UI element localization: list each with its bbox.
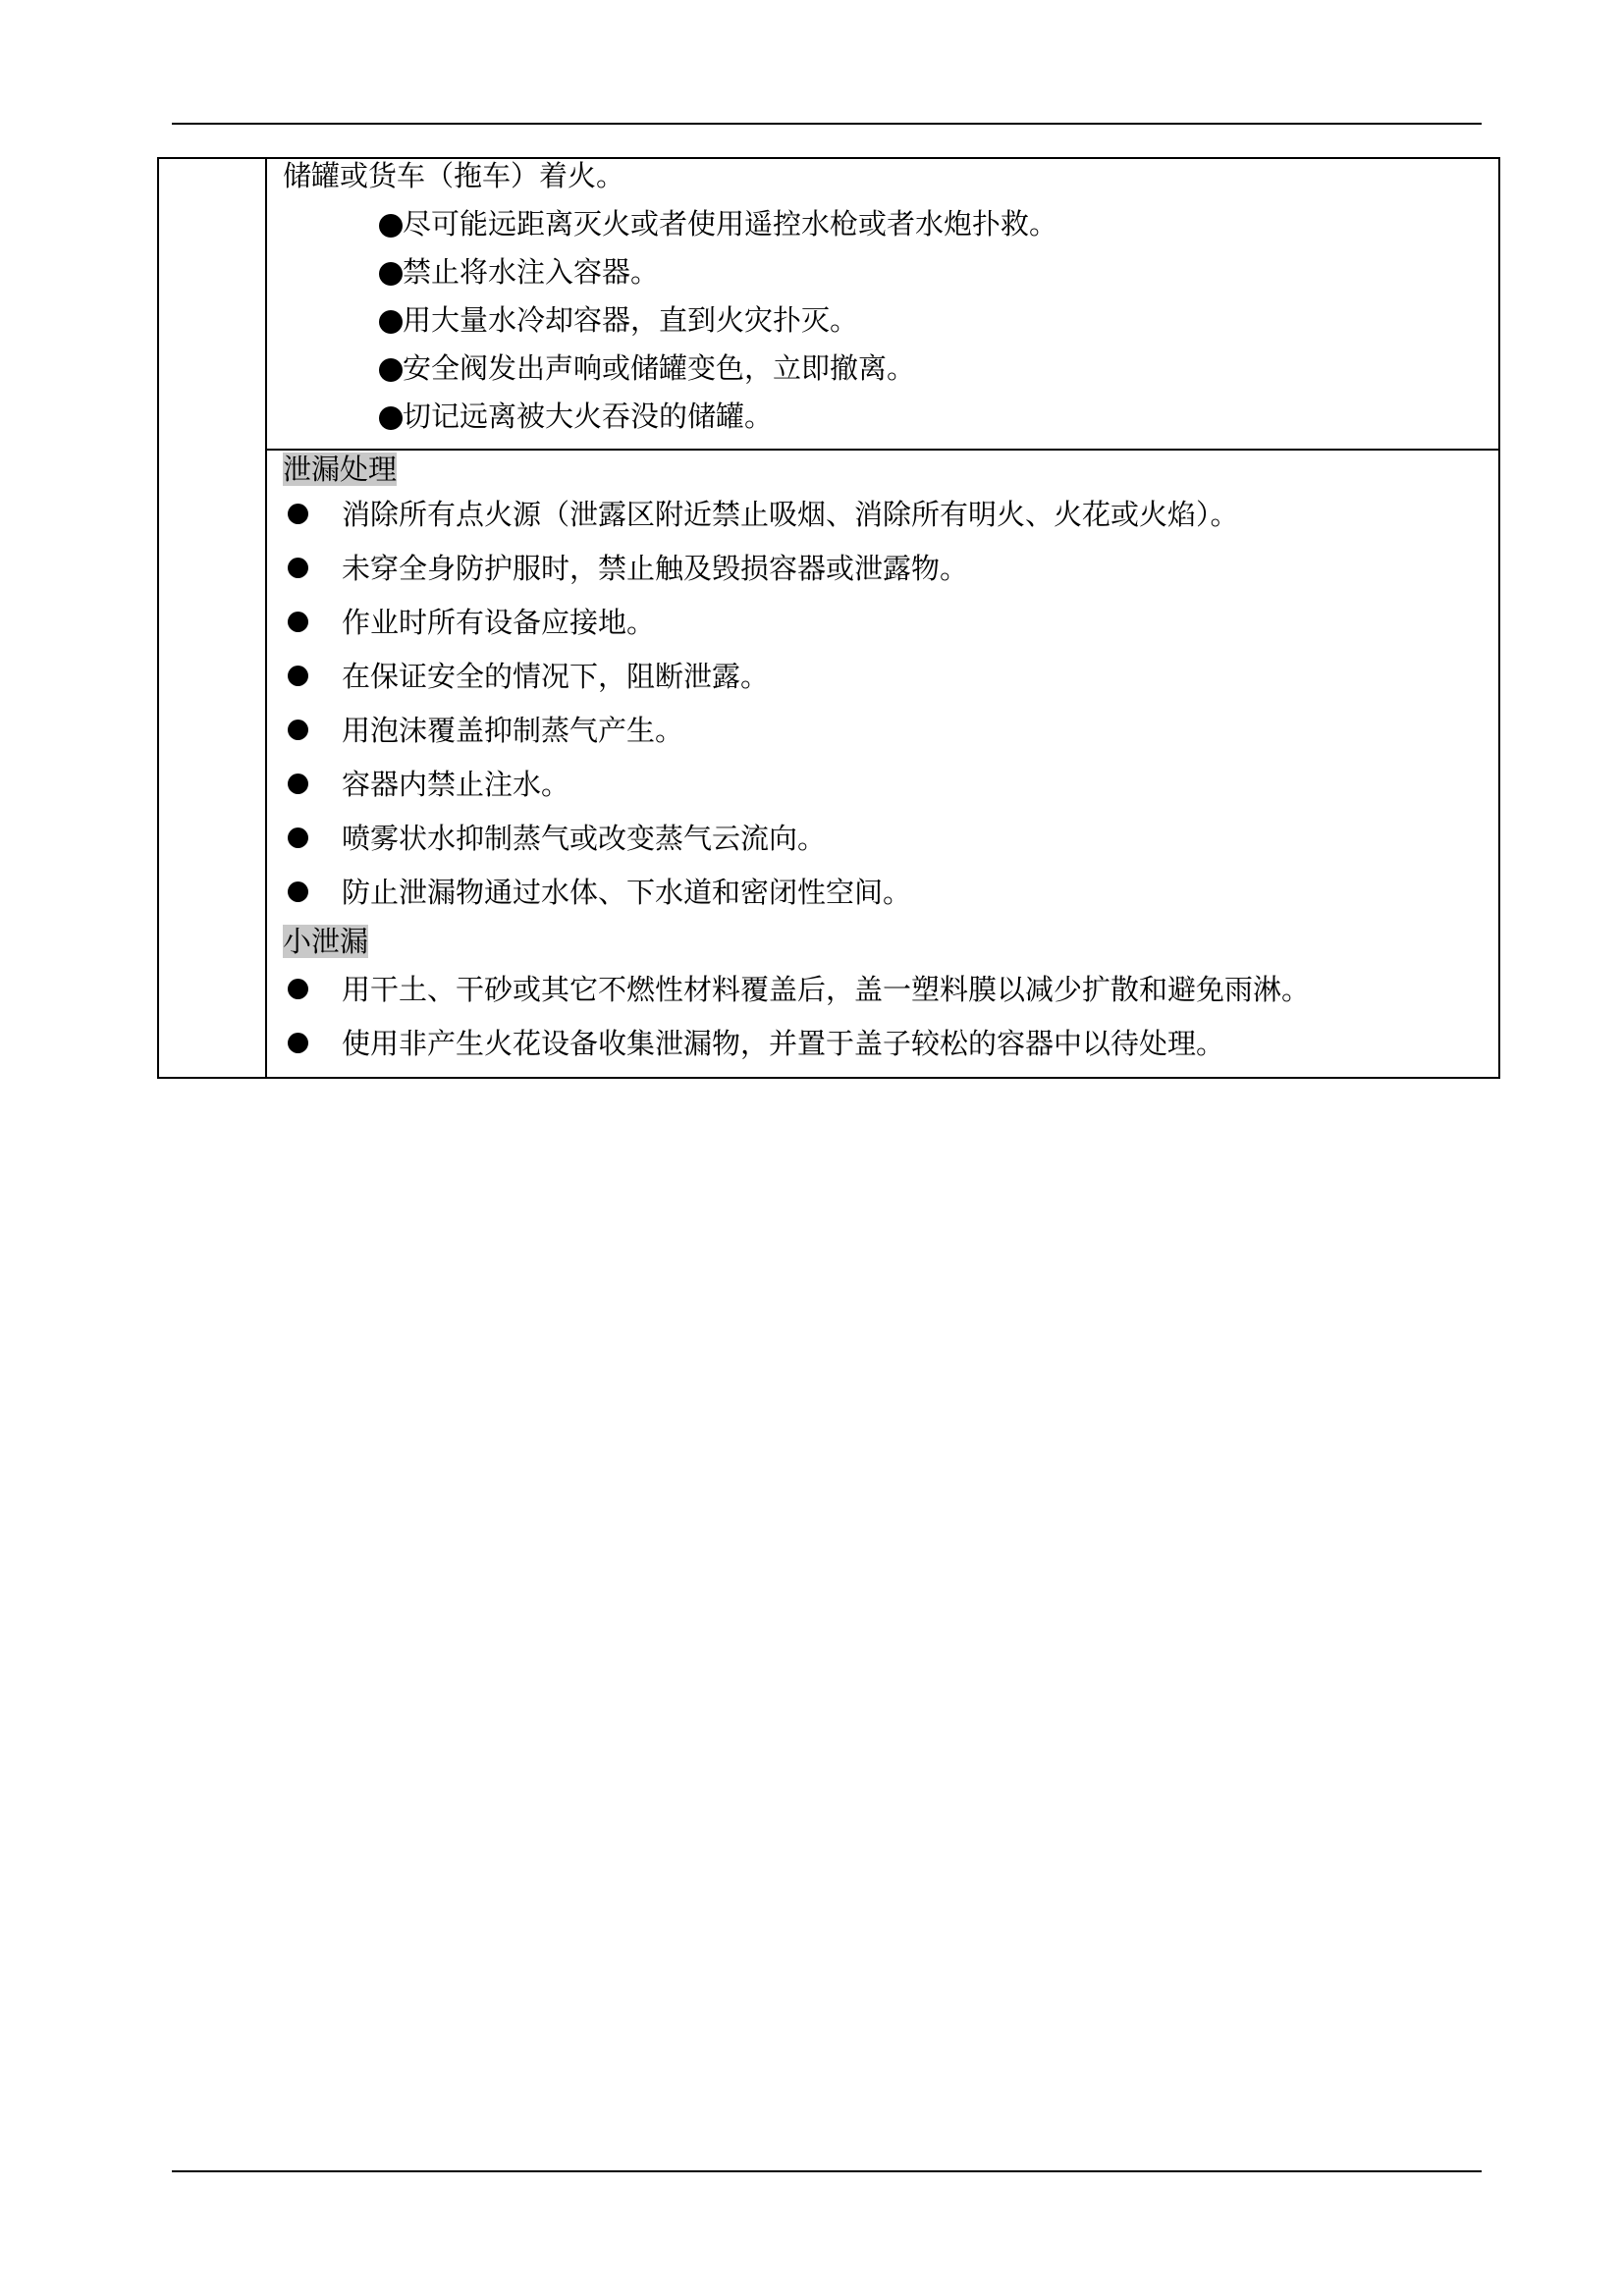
table-row (158, 450, 1499, 1078)
small-leak-item-text: 用干土、干砂或其它不燃性材料覆盖后，盖一塑料膜以减少扩散和避免雨淋。 (342, 973, 1311, 1006)
list-item (379, 345, 1057, 393)
fire-item-text: 安全阀发出声响或储罐变色，立即撤离。 (403, 351, 916, 385)
bullet-icon (379, 358, 403, 382)
leak-item-text: 未穿全身防护服时，禁止触及毁损容器或泄露物。 (342, 552, 969, 585)
content-table (157, 157, 1500, 1079)
leak-item-text: 消除所有点火源（泄露区附近禁止吸烟、消除所有明火、火花或火焰）。 (342, 498, 1239, 531)
leak-item-text: 容器内禁止注水。 (342, 768, 570, 801)
leak-cell (266, 450, 1499, 1078)
leak-heading: 泄漏处理 (283, 453, 398, 486)
bullet-icon (288, 774, 308, 794)
fire-cell (266, 158, 1499, 450)
small-leak-item-text: 使用非产生火花设备收集泄漏物，并置于盖子较松的容器中以待处理。 (342, 1027, 1225, 1060)
list-item (159, 1017, 1498, 1071)
list-item (159, 596, 1498, 650)
table-row (158, 158, 1499, 450)
list-item (159, 704, 1498, 758)
bullet-icon (379, 262, 403, 286)
leak-item-text: 在保证安全的情况下，阻断泄露。 (342, 660, 770, 693)
leak-item-text: 用泡沫覆盖抑制蒸气产生。 (342, 714, 684, 747)
fire-item-text: 切记远离被大火吞没的储罐。 (403, 400, 774, 433)
bullet-icon (288, 666, 308, 686)
fire-item-text: 尽可能远距离灭火或者使用遥控水枪或者水炮扑救。 (403, 207, 1058, 240)
list-item (379, 393, 1057, 441)
list-item (159, 866, 1498, 920)
bullet-icon (288, 881, 308, 902)
bullet-icon (379, 406, 403, 430)
fire-item-text: 禁止将水注入容器。 (403, 255, 660, 289)
bullet-icon (379, 310, 403, 334)
fire-item-text: 用大量水冷却容器，直到火灾扑灭。 (403, 303, 859, 337)
bullet-icon (288, 504, 308, 524)
bullet-icon (288, 612, 308, 632)
leak-item-text: 防止泄漏物通过水体、下水道和密闭性空间。 (342, 876, 912, 909)
list-item (159, 812, 1498, 866)
footer-rule (172, 2170, 1482, 2172)
bullet-icon (288, 828, 308, 848)
leak-item-text: 喷雾状水抑制蒸气或改变蒸气云流向。 (342, 822, 827, 855)
small-leak-heading: 小泄漏 (283, 925, 369, 958)
list-item (159, 963, 1498, 1017)
list-item (159, 650, 1498, 704)
list-item (379, 200, 1057, 248)
bullet-icon (288, 1033, 308, 1053)
list-item (379, 248, 1057, 296)
list-item (159, 488, 1498, 542)
list-item (379, 296, 1057, 345)
fire-intro: 储罐或货车（拖车）着火。 (283, 159, 625, 192)
bullet-icon (288, 720, 308, 740)
bullet-icon (288, 979, 308, 999)
bullet-icon (288, 558, 308, 578)
list-item (159, 758, 1498, 812)
list-item (159, 542, 1498, 596)
bullet-icon (379, 214, 403, 238)
header-rule (172, 123, 1482, 125)
leak-item-text: 作业时所有设备应接地。 (342, 606, 656, 639)
